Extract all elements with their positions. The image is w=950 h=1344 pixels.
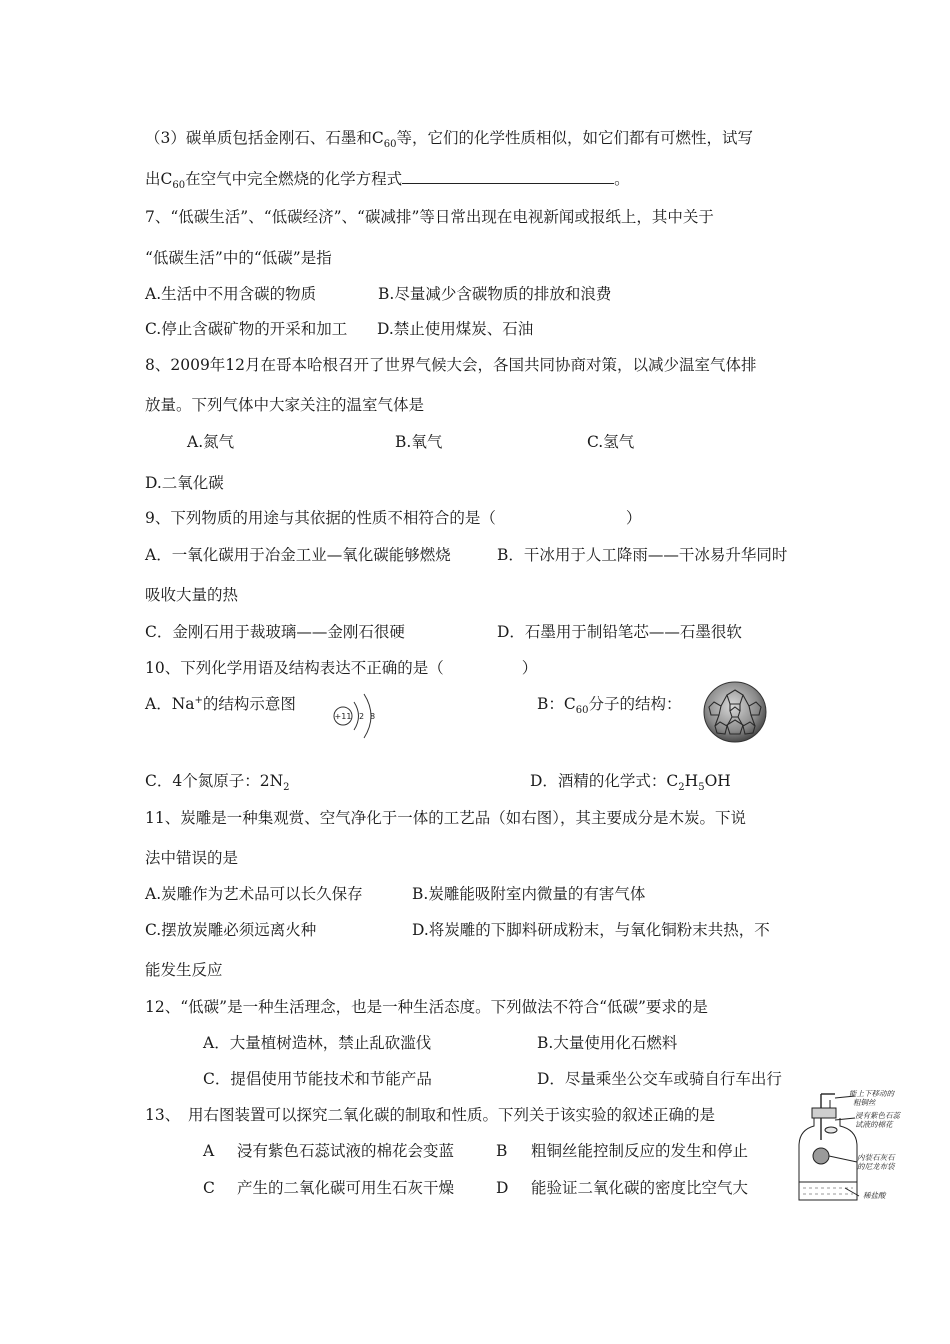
q9-stem xyxy=(145,508,641,528)
q9-option-a: A．一氧化碳用于冶金工业—氧化碳能够燃烧 xyxy=(145,546,451,564)
q8-option-a: A.氮气 xyxy=(187,433,235,451)
c60-subscript-2: 60 xyxy=(172,180,186,192)
q6-3-line1 xyxy=(145,128,753,151)
q10-b-text: B：C xyxy=(537,695,576,713)
q12-option-d: D．尽量乘坐公交车或骑自行车出行 xyxy=(537,1070,782,1088)
q8-stem-2: 放量。下列气体中大家关注的温室气体是 xyxy=(145,396,425,414)
label-copper-wire: 能上下移动的 xyxy=(849,1090,894,1098)
q9-option-d: D．石墨用于制铅笔芯——石墨很软 xyxy=(497,623,742,641)
q11-stem-2: 法中错误的是 xyxy=(145,849,239,867)
q11-option-d-cont: 能发生反应 xyxy=(145,961,223,979)
q9-option-b: B．干冰用于人工降雨——干冰易升华同时 xyxy=(497,546,788,564)
co2-apparatus-figure xyxy=(795,1090,930,1210)
q13-option-a: 浸有紫色石蕊试液的棉花会变蓝 xyxy=(237,1142,455,1160)
q8-option-d: D.二氧化碳 xyxy=(145,474,224,492)
shell-1-count: 2 xyxy=(359,712,365,721)
c60-subscript: 60 xyxy=(383,139,397,151)
q6-3-line2 xyxy=(145,168,630,192)
q6-3-text-a: （3）碳单质包括金刚石、石墨和C xyxy=(145,129,384,147)
q9-stem-close: ） xyxy=(625,509,642,527)
q7-option-c: C.停止含碳矿物的开采和加工 xyxy=(145,320,348,338)
q7-stem-2: “低碳生活”中的“低碳”是指 xyxy=(145,249,332,267)
q7-stem-1: 7、“低碳生活”、“低碳经济”、“碳减排”等日常出现在电视新闻或报纸上，其中关于 xyxy=(145,208,714,226)
q10-d-sub1: 2 xyxy=(678,782,685,794)
q12-option-b: B.大量使用化石燃料 xyxy=(537,1034,678,1052)
q9-stem-text: 9、下列物质的用途与其依据的性质不相符合的是（ xyxy=(145,509,496,527)
q10-d-mid: H xyxy=(684,772,699,790)
q10-d-sub2: 5 xyxy=(698,782,705,794)
nucleus-charge: +11 xyxy=(334,712,352,721)
q7-option-d: D.禁止使用煤炭、石油 xyxy=(377,320,534,338)
q12-option-c: C．提倡使用节能技术和节能产品 xyxy=(203,1070,432,1088)
electron-shell-1 xyxy=(354,702,359,730)
q8-option-b: B.氧气 xyxy=(395,433,443,451)
q11-stem-1: 11、炭雕是一种集观赏、空气净化于一体的工艺品（如右图），其主要成分是木炭。下说 xyxy=(145,809,746,827)
q13-option-a-letter: A xyxy=(203,1142,215,1160)
q8-stem-1: 8、2009年12月在哥本哈根召开了世界气候大会，各国共同协商对策，以减少温室气体排 xyxy=(145,356,757,374)
q10-a-post: 的结构示意图 xyxy=(202,695,296,713)
shell-2-count: 8 xyxy=(370,712,376,721)
q9-option-c: C．金刚石用于裁玻璃——金刚石很硬 xyxy=(145,623,405,641)
q10-c-sub: 2 xyxy=(283,782,290,794)
q10-stem-close: ） xyxy=(521,659,538,677)
answer-blank[interactable] xyxy=(402,168,614,184)
q13-option-c-letter: C xyxy=(203,1179,215,1197)
q11-option-b: B.炭雕能吸附室内微量的有害气体 xyxy=(412,885,646,903)
q10-option-a xyxy=(145,694,296,714)
c60-molecule-image xyxy=(700,680,770,744)
q12-option-a: A．大量植树造林，禁止乱砍滥伐 xyxy=(203,1034,432,1052)
label-nylon-bag-2: 的尼龙布袋 xyxy=(857,1162,895,1171)
q11-option-d: D.将炭雕的下脚料研成粉末，与氧化铜粉末共热，不 xyxy=(412,921,770,939)
q13-option-d-letter: D xyxy=(496,1179,509,1197)
q12-stem: 12、“低碳”是一种生活理念，也是一种生活态度。下列做法不符合“低碳”要求的是 xyxy=(145,998,708,1016)
q13-option-c: 产生的二氧化碳可用生石灰干燥 xyxy=(237,1179,455,1197)
label-hydrochloric-acid: 稀盐酸 xyxy=(863,1191,886,1200)
q6-3-text-b: 等，它们的化学性质相似，如它们都有可燃性，试写 xyxy=(396,129,753,147)
q6-3-text-c: 出C xyxy=(145,170,173,188)
q10-c-text: C．4个氮原子：2N xyxy=(145,772,284,790)
q10-option-d xyxy=(530,771,731,794)
q10-stem xyxy=(145,658,537,678)
q7-option-b: B.尽量减少含碳物质的排放和浪费 xyxy=(378,285,612,303)
q13-option-b-letter: B xyxy=(496,1142,508,1160)
q13-option-b: 粗铜丝能控制反应的发生和停止 xyxy=(531,1142,749,1160)
q10-d-text: D．酒精的化学式：C xyxy=(530,772,679,790)
q6-3-text-e: 。 xyxy=(614,170,630,188)
q10-d-post: OH xyxy=(704,772,731,790)
q8-option-c: C.氢气 xyxy=(587,433,635,451)
q6-3-text-d: 在空气中完全燃烧的化学方程式 xyxy=(185,170,403,188)
q10-stem-text: 10、下列化学用语及结构表达不正确的是（ xyxy=(145,659,444,677)
q10-a-sup: + xyxy=(194,694,203,706)
q7-option-a: A.生活中不用含碳的物质 xyxy=(145,285,317,303)
q13-option-d: 能验证二氧化碳的密度比空气大 xyxy=(531,1179,749,1197)
q11-option-c: C.摆放炭雕必须远离火种 xyxy=(145,921,317,939)
label-cotton-2: 试液的棉花 xyxy=(855,1120,893,1129)
q9-option-b-cont: 吸收大量的热 xyxy=(145,586,239,604)
q13-stem: 13、 用右图装置可以探究二氧化碳的制取和性质。下列关于该实验的叙述正确的是 xyxy=(145,1106,715,1124)
label-nylon-bag: 内装石灰石 xyxy=(857,1153,895,1162)
q11-option-a: A.炭雕作为艺术品可以长久保存 xyxy=(145,885,363,903)
q10-option-c xyxy=(145,771,290,794)
label-cotton: 浸有紫色石蕊 xyxy=(855,1111,900,1120)
label-copper-wire-2: 粗铜丝 xyxy=(853,1098,876,1107)
q10-b-sub: 60 xyxy=(575,705,589,717)
sodium-ion-structure-diagram xyxy=(330,680,390,750)
q10-b-post: 分子的结构： xyxy=(588,695,682,713)
q10-a-text: A．Na xyxy=(145,695,195,713)
q10-option-b xyxy=(537,694,682,717)
